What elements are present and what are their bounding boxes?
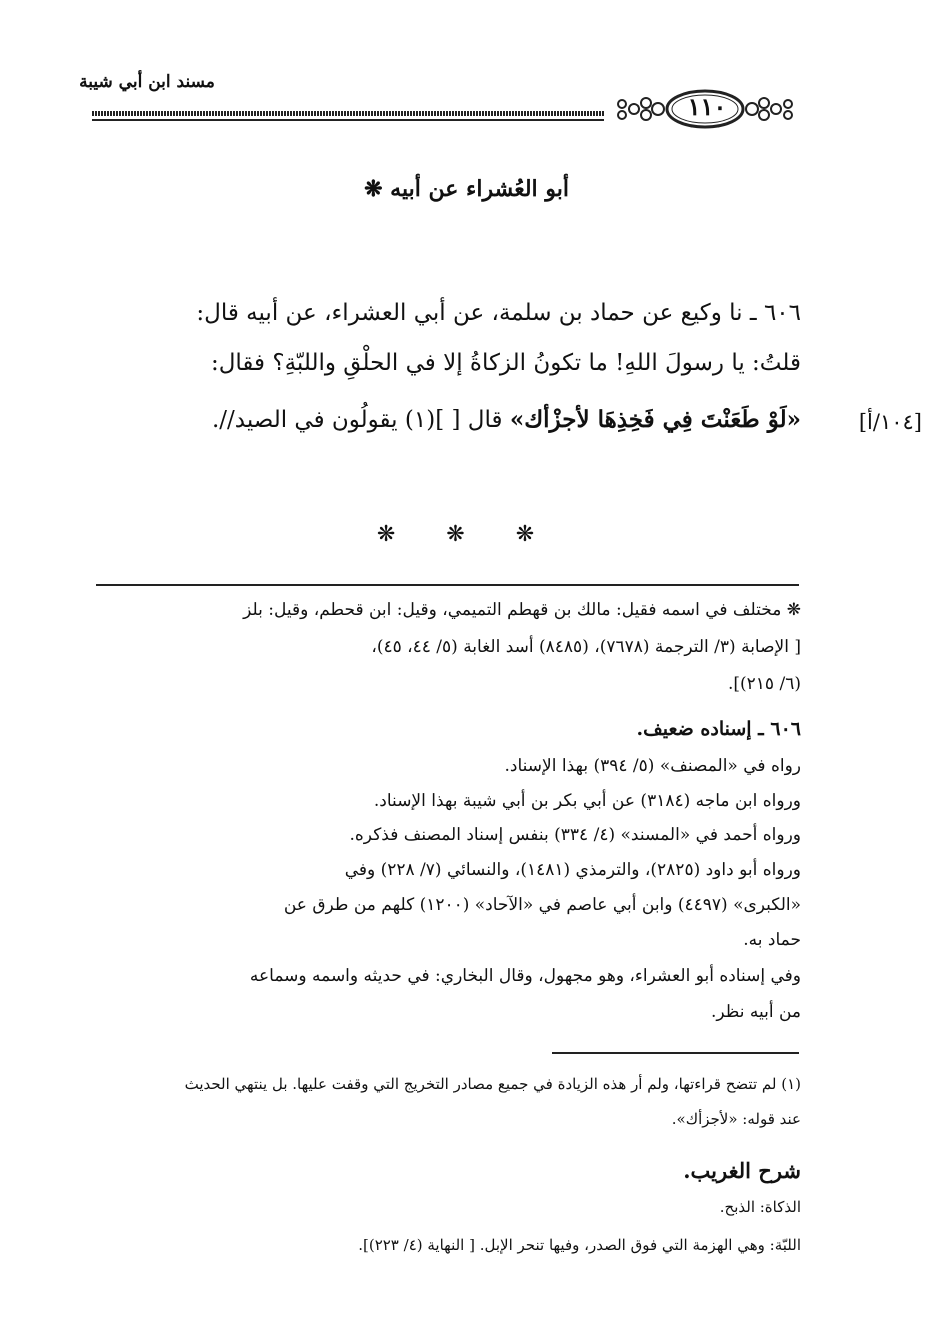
- hadith-note-line: «الكبرى» (٤٤٩٧) وابن أبي عاصم في «الآحاد» (١٢٠٠) كلهم من طرق عن: [283, 895, 801, 915]
- star-note-line: (٦/ ٢١٥)].: [728, 674, 801, 694]
- note-separator: [552, 1052, 799, 1054]
- hadith-line-3: [101, 406, 801, 433]
- chapter-title: أبو العُشراء عن أبيه ❋: [364, 176, 569, 202]
- hadith-note-line: وفي إسناده أبو العشراء، وهو مجهول، وقال البخاري: في حديثه واسمه وسماعه: [249, 966, 801, 986]
- manuscript-folio-ref: [١٠٤/أ]: [858, 410, 922, 434]
- section-separator-stars: ❋ ❋ ❋: [376, 522, 557, 547]
- header-rule-thin: [92, 119, 604, 121]
- hadith-note-line: حماد به.: [743, 930, 801, 950]
- numbered-note-line: عند قوله: «لأجزأك».: [671, 1110, 801, 1128]
- book-title: مسند ابن أبي شيبة: [79, 72, 215, 92]
- hadith-note-line: ورواه ابن ماجه (٣١٨٤) عن أبي بكر بن أبي شيبة بهذا الإسناد.: [373, 791, 801, 811]
- star-note-line: [ الإصابة (٣/ الترجمة (٧٦٧٨)، (٨٤٨٥) أسد الغابة (٥/ ٤٤، ٤٥)،: [371, 637, 801, 657]
- hadith-line-2: قلتُ: يا رسولَ اللهِ! ما تكونُ الزكاةُ إلا في الحلْقِ واللبّةِ؟ فقال:: [210, 350, 801, 376]
- gharib-line: اللبّة: وهي الهزمة التي فوق الصدر، وفيها تنحر الإبل. [ النهاية (٤/ ٢٢٣)].: [358, 1236, 801, 1254]
- header-rule: [92, 111, 604, 116]
- page-number: ١١٠: [687, 92, 727, 121]
- hadith-note-title: ٦٠٦ ـ إسناده ضعيف.: [636, 718, 801, 740]
- hadith-note-line: ورواه أحمد في «المسند» (٤/ ٣٣٤) بنفس إسناد المصنف فذكره.: [349, 825, 801, 845]
- hadith-line-1: ٦٠٦ ـ نا وكيع عن حماد بن سلمة، عن أبي العشراء، عن أبيه قال:: [196, 300, 801, 326]
- hadith-note-line: رواه في «المصنف» (٥/ ٣٩٤) بهذا الإسناد.: [504, 756, 801, 776]
- hadith-note-line: ورواه أبو داود (٢٨٢٥)، والترمذي (١٤٨١)، والنسائي (٧/ ٢٢٨) وفي: [344, 860, 801, 880]
- numbered-note-line: (١) لم تتضح قراءتها، ولم أر هذه الزيادة في جميع مصادر التخريج التي وقفت عليها. بل ينتهي الحديث: [184, 1075, 801, 1093]
- hadith-quote: «لَوْ طَعَنْتَ فِي فَخِذِهَا لأجزْأك»: [509, 406, 801, 433]
- hadith-line-3-rest: قال [ ](١) يقولُون في الصيد//.: [211, 407, 510, 433]
- hadith-note-line: من أبيه نظر.: [710, 1002, 801, 1022]
- footnote-separator: [96, 584, 799, 586]
- gharib-line: الذكاة: الذبح.: [719, 1198, 801, 1216]
- gharib-title: شرح الغريب.: [683, 1158, 801, 1183]
- star-note-line: ❋ مختلف في اسمه فقيل: مالك بن قهطم التميمي، وقيل: ابن قحطم، وقيل: بلز: [243, 600, 801, 620]
